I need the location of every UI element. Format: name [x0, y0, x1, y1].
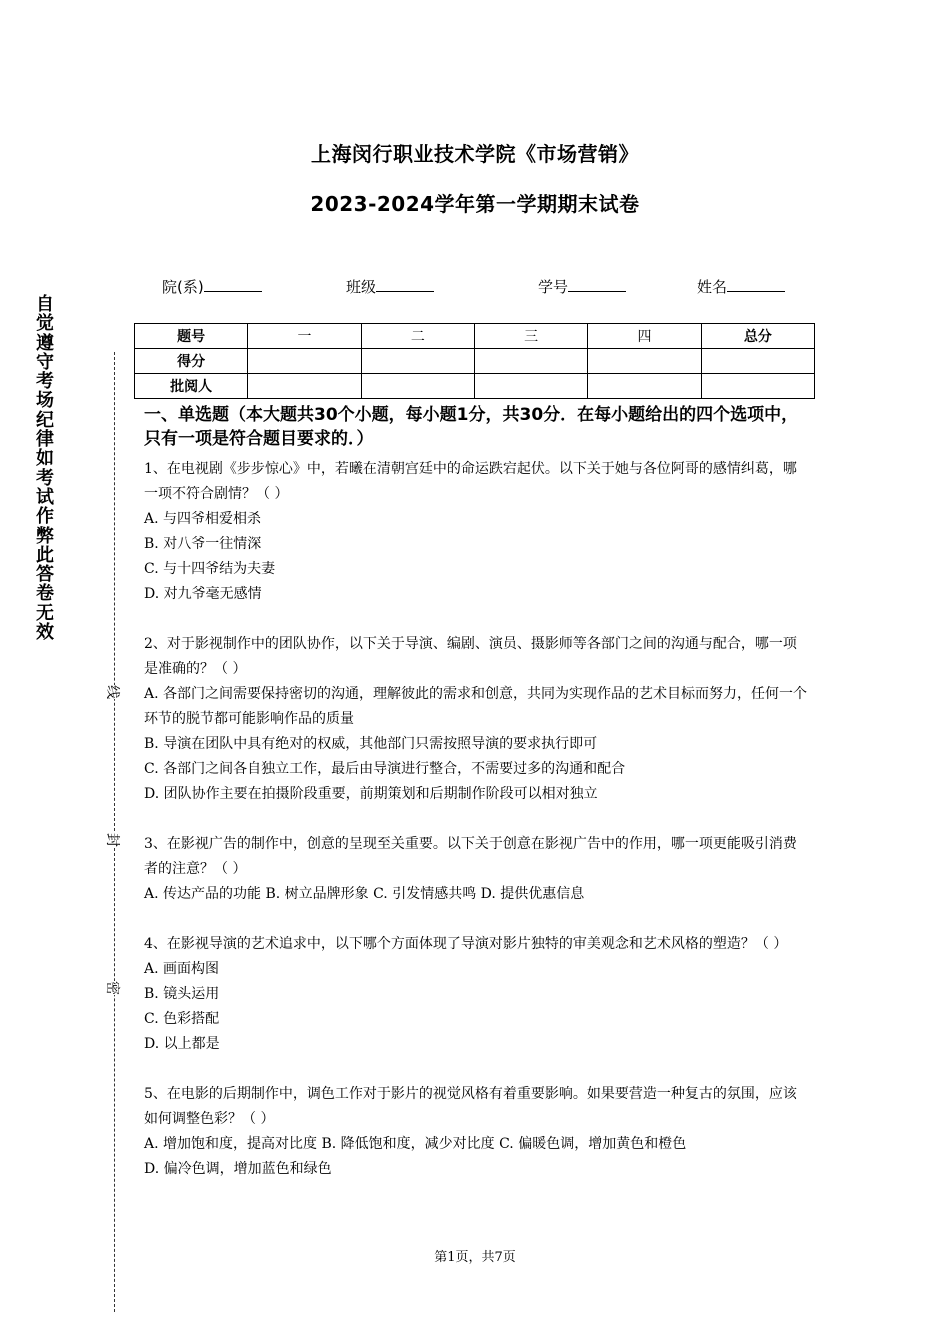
exam-subtitle: 2023-2024学年第一学期期末试卷	[310, 192, 640, 216]
seal-char-line: 线	[101, 685, 125, 699]
notice-char: 答	[36, 564, 54, 586]
question-stem: 4、在影视导演的艺术追求中，以下哪个方面体现了导演对影片独特的审美观念和艺术风格的塑造？（ ）	[144, 936, 788, 952]
grader-cell[interactable]	[361, 374, 474, 399]
question-stem: 1、在电视剧《步步惊心》中，若曦在清朝宫廷中的命运跌宕起伏。以下关于她与各位阿哥的感情纠葛，哪一项不符合剧情？（ ）	[144, 461, 797, 502]
name-field[interactable]	[697, 276, 785, 297]
question-block	[144, 932, 810, 1057]
score-table-row	[135, 349, 815, 374]
question-stem: 3、在影视广告的制作中，创意的呈现至关重要。以下关于创意在影视广告中的作用，哪一项更能吸引消费者的注意？（ ）	[144, 836, 797, 877]
notice-char: 遵	[36, 332, 54, 354]
notice-char: 考	[36, 371, 54, 393]
option-item[interactable]: D. 对九爷毫无感情	[144, 586, 262, 602]
section-title: 一、单选题（本大题共30个小题，每小题1分，共30分．在每小题给出的四个选项中，只有一项是符合题目要求的．）	[144, 405, 799, 449]
page-number: 第1页，共7页	[434, 1250, 516, 1265]
score-table-header-cell: 一	[248, 324, 361, 349]
option-item[interactable]: A. 与四爷相爱相杀	[144, 511, 262, 527]
option-item[interactable]: B. 镜头运用	[144, 986, 220, 1002]
notice-char: 无	[36, 602, 54, 624]
option-item[interactable]: A. 增加饱和度，提高对比度 B. 降低饱和度，减少对比度 C. 偏暖色调，增加黄色和橙色	[144, 1136, 687, 1152]
score-table	[134, 323, 815, 399]
grader-cell[interactable]	[474, 374, 587, 399]
score-table-header-cell: 题号	[135, 324, 248, 349]
class-label: 班级	[346, 278, 377, 296]
name-label: 姓名	[697, 278, 728, 296]
notice-char: 守	[36, 351, 54, 373]
department-blank[interactable]	[204, 277, 262, 292]
seal-dashed-line	[114, 352, 115, 1312]
notice-char: 卷	[36, 583, 54, 605]
name-blank[interactable]	[727, 277, 785, 292]
student-id-field[interactable]	[538, 276, 626, 297]
score-table-header-cell: 总分	[701, 324, 814, 349]
question-stem: 5、在电影的后期制作中，调色工作对于影片的视觉风格有着重要影响。如果要营造一种复古的氛围，应该如何调整色彩？（ ）	[144, 1086, 797, 1127]
option-item[interactable]: D. 以上都是	[144, 1036, 220, 1052]
grader-cell[interactable]	[701, 374, 814, 399]
option-item[interactable]: A. 画面构图	[144, 961, 220, 977]
notice-char: 场	[36, 390, 54, 412]
question-stem: 2、对于影视制作中的团队协作，以下关于导演、编剧、演员、摄影师等各部门之间的沟通与配合，哪一项是准确的？（ ）	[144, 636, 797, 677]
notice-char: 试	[36, 486, 54, 508]
score-table-header-cell: 二	[361, 324, 474, 349]
student-id-label: 学号	[538, 278, 569, 296]
notice-char: 如	[36, 448, 54, 470]
score-table-header-cell: 三	[474, 324, 587, 349]
score-cell[interactable]	[588, 349, 701, 374]
question-block	[144, 1082, 810, 1182]
question-block	[144, 832, 810, 907]
question-block	[144, 632, 810, 807]
question-block	[144, 457, 810, 607]
notice-char: 效	[36, 622, 54, 644]
option-item[interactable]: C. 与十四爷结为夫妻	[144, 561, 276, 577]
notice-char: 弊	[36, 525, 54, 547]
score-cell[interactable]	[361, 349, 474, 374]
notice-char: 此	[36, 544, 54, 566]
notice-char: 自	[36, 294, 54, 315]
option-item[interactable]: A. 传达产品的功能 B. 树立品牌形象 C. 引发情感共鸣 D. 提供优惠信息	[144, 886, 585, 902]
option-item[interactable]: C. 色彩搭配	[144, 1011, 220, 1027]
department-label: 院(系)	[162, 278, 204, 296]
option-item[interactable]: C. 各部门之间各自独立工作，最后由导演进行整合，不需要过多的沟通和配合	[144, 761, 626, 777]
option-item[interactable]: D. 偏冷色调，增加蓝色和绿色	[144, 1161, 332, 1177]
option-item[interactable]: B. 导演在团队中具有绝对的权威，其他部门只需按照导演的要求执行即可	[144, 736, 598, 752]
option-item[interactable]: B. 对八爷一往情深	[144, 536, 262, 552]
score-table-header-row	[135, 324, 815, 349]
score-table-row	[135, 374, 815, 399]
student-id-blank[interactable]	[568, 277, 626, 292]
class-blank[interactable]	[376, 277, 434, 292]
score-cell[interactable]	[474, 349, 587, 374]
class-field[interactable]	[346, 276, 434, 297]
department-field[interactable]	[162, 276, 262, 297]
score-row-label: 得分	[135, 349, 248, 374]
question-area	[144, 403, 810, 1182]
seal-char-seal: 封	[101, 833, 125, 847]
exam-rules-notice	[33, 295, 57, 642]
grader-row-label: 批阅人	[135, 374, 248, 399]
option-item[interactable]: D. 团队协作主要在拍摄阶段重要，前期策划和后期制作阶段可以相对独立	[144, 786, 598, 802]
score-cell[interactable]	[248, 349, 361, 374]
option-item[interactable]: A. 各部门之间需要保持密切的沟通，理解彼此的需求和创意，共同为实现作品的艺术目标而努力，任何一个环节的脱节都可能影响作品的质量	[144, 686, 808, 727]
notice-char: 作	[36, 506, 54, 528]
exam-title: 上海闵行职业技术学院《市场营销》	[311, 142, 639, 166]
grader-cell[interactable]	[588, 374, 701, 399]
notice-char: 考	[36, 467, 54, 489]
notice-char: 律	[36, 429, 54, 451]
notice-char: 觉	[36, 313, 54, 335]
score-cell[interactable]	[701, 349, 814, 374]
seal-char-secret: 密	[101, 981, 125, 995]
score-table-header-cell: 四	[588, 324, 701, 349]
grader-cell[interactable]	[248, 374, 361, 399]
notice-char: 纪	[36, 409, 54, 431]
